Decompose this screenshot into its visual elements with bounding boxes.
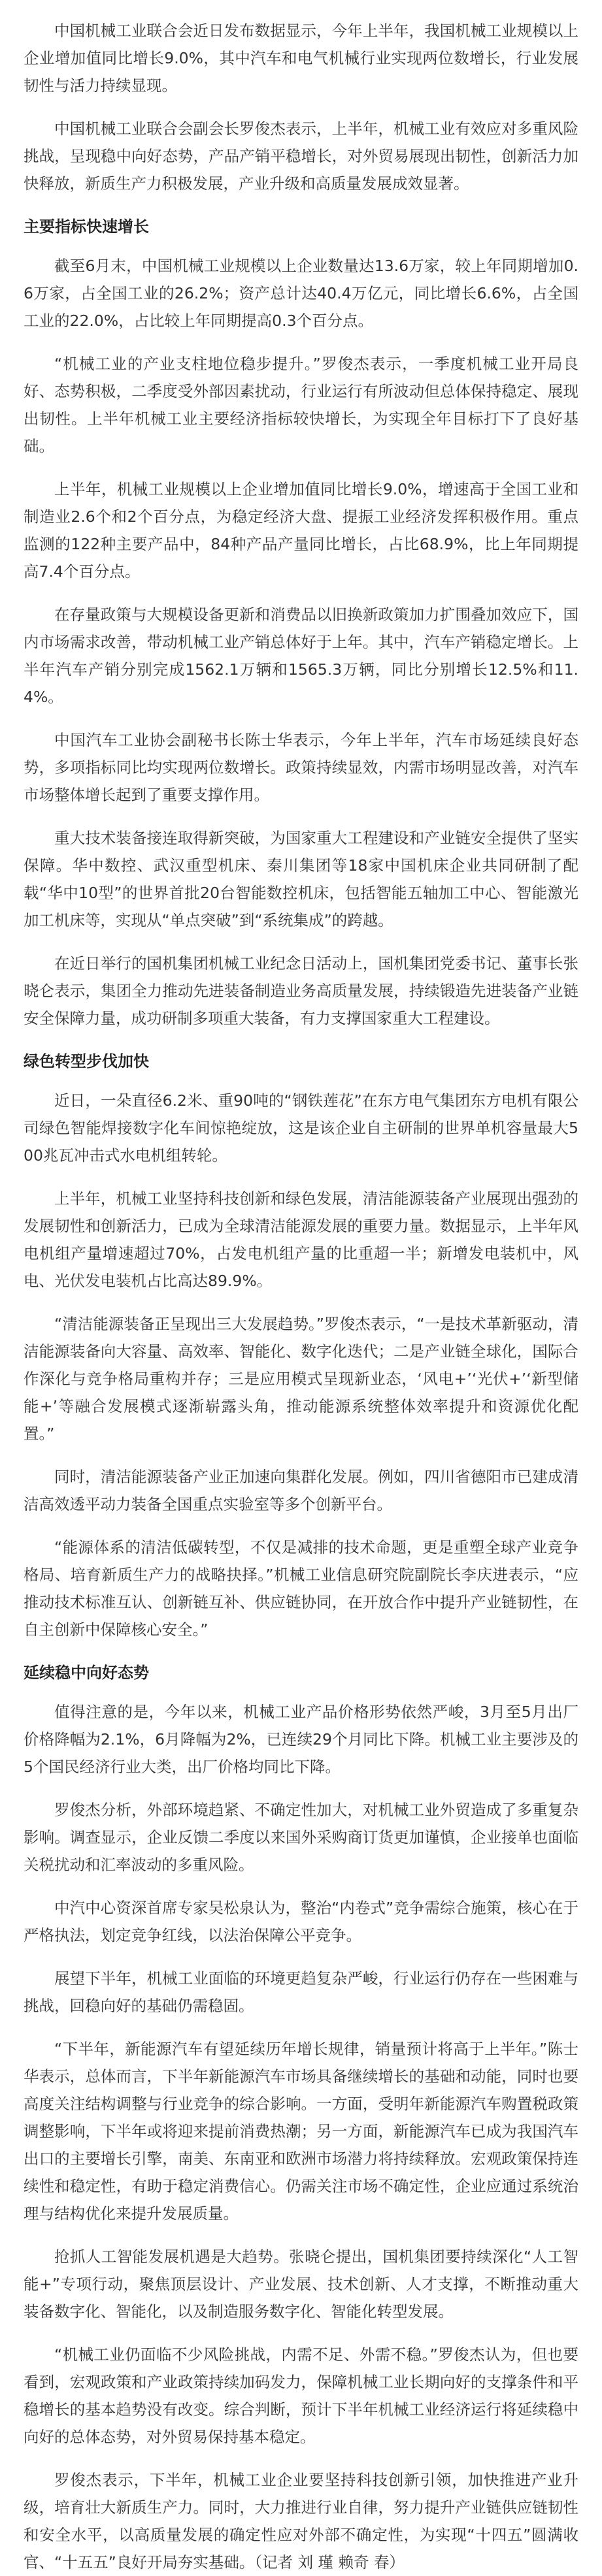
paragraph: “能源体系的清洁低碳转型，不仅是减排的技术命题，更是重塑全球产业竞争格局、培育新质生产力的战略抉择。”机械工业信息研究院副院长李庆进表示，“应推动技术标准互认、创新链互补、供应链协同，在开放合作中提升产业链韧性，在自主创新中保障核心安全。”: [24, 1538, 578, 1639]
paragraph: 同时，清洁能源装备产业正加速向集群化发展。例如，四川省德阳市已建成清洁高效透平动力装备全国重点实验室等多个创新平台。: [24, 1468, 578, 1513]
paragraph: 截至6月末，中国机械工业规模以上企业数量达13.6万家，较上年同期增加0.6万家，占全国工业的26.2%；资产总计达40.4万亿元，同比增长6.6%，占全国工业的22.0%，占比较上年同期提高0.3个百分点。: [24, 257, 578, 330]
paragraph: “清洁能源装备正呈现出三大发展趋势。”罗俊杰表示，“一是技术革新驱动，清洁能源装备向大容量、高效率、智能化、数字化迭代；二是产业链全球化，国际合作深化与竞争格局重构并存；三是应用模式呈现新业态，‘风电+’‘光伏+’‘新型储能+’等融合发展模式逐渐崭露头角，推动能源系统整体效率提升和资源优化配置。”: [24, 1315, 578, 1443]
paragraph: 中汽中心资深首席专家吴松泉认为，整治“内卷式”竞争需综合施策，核心在于严格执法，划定竞争红线，以法治保障公平竞争。: [24, 1899, 578, 1944]
paragraph: “机械工业仍面临不少风险挑战，内需不足、外需不稳。”罗俊杰认为，但也要看到，宏观政策和产业政策持续加码发力，保障机械工业长期向好的支撑条件和平稳增长的基本趋势没有改变。综合判断，预计下半年机械工业经济运行将延续稳中向好的总体态势，对外贸易保持基本稳定。: [24, 2345, 578, 2446]
section-heading: 主要指标快速增长: [24, 217, 149, 236]
paragraph: “机械工业的产业支柱地位稳步提升。”罗俊杰表示，一季度机械工业开局良好、态势积极，二季度受外部因素扰动，行业运行有所波动但总体保持稳定、展现出韧性。上半年机械工业主要经济指标较快增长，为实现全年目标打下了良好基础。: [24, 355, 578, 455]
paragraph: 上半年，机械工业坚持科技创新和绿色发展，清洁能源装备产业展现出强劲的发展韧性和创新活力，已成为全球清洁能源发展的重要力量。数据显示，上半年风电机组产量增速超过70%，占发电机组产量的比重超一半；新增发电装机中，风电、光伏发电装机占比高达89.9%。: [24, 1189, 578, 1290]
paragraph: 展望下半年，机械工业面临的环境更趋复杂严峻，行业运行仍存在一些困难与挑战，回稳向好的基础仍需稳固。: [24, 1969, 578, 2015]
paragraph: 罗俊杰分析，外部环境趋紧、不确定性加大，对机械工业外贸造成了多重复杂影响。调查显示，企业反馈二季度以来国外采购商订货更加谨慎，企业接单也面临关税扰动和汇率波动的多重风险。: [24, 1801, 578, 1874]
section-heading: 绿色转型步伐加快: [24, 1052, 149, 1071]
paragraph: 罗俊杰表示，下半年，机械工业企业要坚持科技创新引领，加快推进产业升级，培育壮大新质生产力。同时，大力推进行业自律，努力提升产业链供应链韧性和安全水平，以高质量发展的确定性应对外部不确定性，为实现“十四五”圆满收官、“十五五”良好开局夯实基础。（记者 刘 瑾 赖奇 春）: [24, 2471, 578, 2571]
paragraph: 近日，一朵直径6.2米、重90吨的“钢铁莲花”在东方电气集团东方电机有限公司绿色智能焊接数字化车间惊艳绽放，这是该企业自主研制的世界单机容量最大500兆瓦冲击式水电机组转轮。: [24, 1091, 578, 1165]
paragraph: 上半年，机械工业规模以上企业增加值同比增长9.0%，增速高于全国工业和制造业2.6个和2个百分点，为稳定经济大盘、提振工业经济发挥积极作用。重点监测的122种主要产品中，84种产品产量同比增长，占比68.9%，比上年同期提高7.4个百分点。: [24, 480, 578, 581]
paragraph: 在近日举行的国机集团机械工业纪念日活动上，国机集团党委书记、董事长张晓仑表示，集团全力推动先进装备制造业务高质量发展，持续锻造先进装备产业链安全保障力量，成功研制多项重大装备，有力支撑国家重大工程建设。: [24, 954, 578, 1027]
paragraph: “下半年，新能源汽车有望延续历年增长规律，销量预计将高于上半年。”陈士华表示，总体而言，下半年新能源汽车市场具备继续增长的基础和动能，同时也要高度关注结构调整与行业竞争的综合影响。一方面，受明年新能源汽车购置税政策调整影响，下半年或将迎来提前消费热潮；另一方面，新能源汽车已成为我国汽车出口的主要增长引擎，南美、东南亚和欧洲市场潜力将持续释放。宏观政策保持连续性和稳定性，有助于稳定消费信心。仍需关注市场不确定性，企业应通过系统治理与结构优化来提升发展质量。: [24, 2040, 578, 2223]
section-heading: 延续稳中向好态势: [24, 1664, 149, 1682]
paragraph: 中国机械工业联合会副会长罗俊杰表示，上半年，机械工业有效应对多重风险挑战，呈现稳中向好态势，产品产销平稳增长，对外贸易展现出韧性，创新活力加快释放，新质生产力积极发展，产业升级和高质量发展成效显著。: [24, 120, 578, 193]
paragraph: 抢抓人工智能发展机遇是大趋势。张晓仑提出，国机集团要持续深化“人工智能+”专项行动，聚焦顶层设计、产业发展、技术创新、人才支撑，不断推动重大装备数字化、智能化，以及制造服务数字化、智能化转型发展。: [24, 2247, 578, 2321]
paragraph: 重大技术装备接连取得新突破，为国家重大工程建设和产业链安全提供了坚实保障。华中数控、武汉重型机床、秦川集团等18家中国机床企业共同研制了配载“华中10型”的世界首批20台智能数控机床，包括智能五轴加工中心、智能激光加工机床等，实现从“单点突破”到“系统集成”的跨越。: [24, 829, 578, 929]
paragraph: 在存量政策与大规模设备更新和消费品以旧换新政策加力扩围叠加效应下，国内市场需求改善，带动机械工业产销总体好于上年。其中，汽车产销稳定增长。上半年汽车产销分别完成1562.1万辆和1565.3万辆，同比分别增长12.5%和11.4%。: [24, 605, 578, 706]
paragraph: 值得注意的是，今年以来，机械工业产品价格形势依然严峻，3月至5月出厂价格降幅为2.1%，6月降幅为2%，已连续29个月同比下降。机械工业主要涉及的5个国民经济行业大类，出厂价格均同比下降。: [24, 1703, 578, 1776]
paragraph: 中国机械工业联合会近日发布数据显示，今年上半年，我国机械工业规模以上企业增加值同比增长9.0%，其中汽车和电气机械行业实现两位数增长，行业发展韧性与活力持续显现。: [24, 22, 578, 95]
paragraph: 中国汽车工业协会副秘书长陈士华表示，今年上半年，汽车市场延续良好态势，多项指标同比均实现两位数增长。政策持续显效，内需市场明显改善，对汽车市场整体增长起到了重要支撑作用。: [24, 731, 578, 804]
